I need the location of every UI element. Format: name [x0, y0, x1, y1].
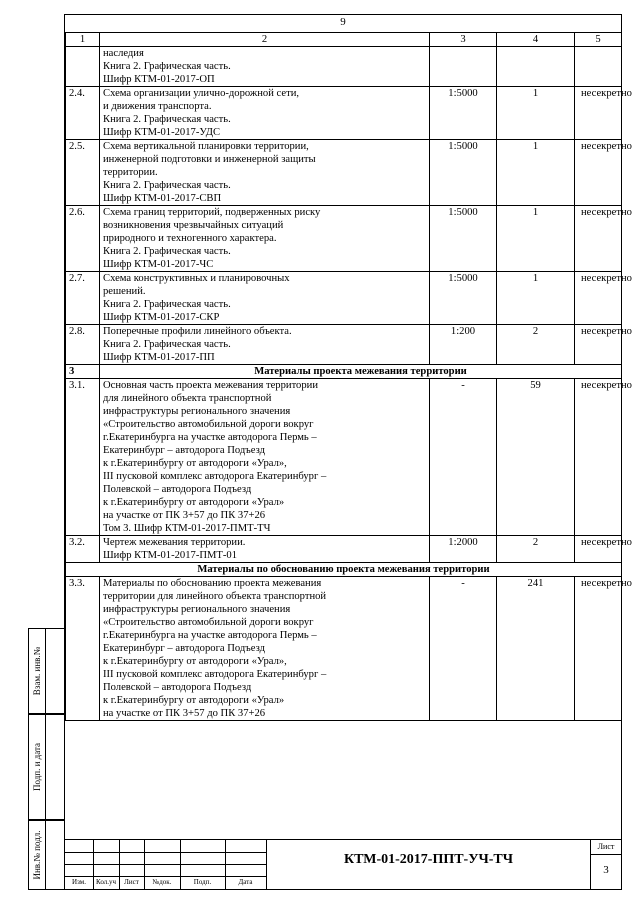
row-scale: 1:5000 [430, 140, 497, 206]
row-scale: - [430, 379, 497, 536]
caption-data: Дата [238, 878, 253, 886]
description-line: Основная часть проекта межевания территории [103, 380, 318, 391]
description-line: Шифр КТМ-01-2017-СКР [103, 312, 220, 323]
row-scale: 1:5000 [430, 87, 497, 140]
header-cell: 3 [430, 33, 497, 47]
description-line: Схема организации улично-дорожной сети, [103, 88, 300, 99]
row-classification: несекретно [575, 87, 622, 140]
row-classification: несекретно [575, 536, 622, 563]
description-line: Шифр КТМ-01-2017-ПМТ-01 [103, 550, 238, 561]
caption-list: Лист [124, 878, 139, 886]
description-line: Шифр КТМ-01-2017-ПП [103, 352, 215, 363]
description-line: для линейного объекта транспортной [103, 393, 272, 404]
row-scale: - [430, 577, 497, 721]
row-number: 2.5. [66, 140, 100, 206]
row-number: 3.3. [66, 577, 100, 721]
description-line: на участке от ПК 3+57 до ПК 37+26 [103, 510, 266, 521]
description-line: Шифр КТМ-01-2017-УДС [103, 127, 221, 138]
row-classification: несекретно [575, 325, 622, 365]
row-scale: 1:2000 [430, 536, 497, 563]
row-scale: 1:5000 [430, 272, 497, 325]
row-sheets: 1 [497, 272, 575, 325]
section-row [66, 563, 622, 577]
description-line: Шифр КТМ-01-2017-ОП [103, 74, 215, 85]
description-line: Екатеринбург – автодорога Подъезд [103, 445, 265, 456]
description-line: Книга 2. Графическая часть. [103, 61, 231, 72]
row-classification: несекретно [575, 206, 622, 272]
row-sheets: 59 [497, 379, 575, 536]
description-line: Том 3. Шифр КТМ-01-2017-ПМТ-ТЧ [103, 523, 271, 534]
table-row [66, 577, 622, 721]
row-description [100, 325, 430, 365]
description-line: Книга 2. Графическая часть. [103, 180, 231, 191]
table-row [66, 536, 622, 563]
caption-izm: Изм. [72, 878, 86, 886]
description-line: Схема границ территорий, подверженных риску [103, 207, 321, 218]
row-sheets [497, 47, 575, 87]
description-line: возникновения чрезвычайных ситуаций [103, 220, 284, 231]
sheet-box [590, 840, 621, 889]
header-cell: 5 [575, 33, 622, 47]
description-line: к г.Екатеринбургу от автодороги «Урал» [103, 695, 285, 706]
table-row [66, 379, 622, 536]
documents-table [65, 32, 632, 721]
caption-ndok: №док. [152, 878, 172, 886]
caption-podp: Подп. [193, 878, 212, 886]
description-line: III пусковой комплекс автодорога Екатеринбург – [103, 669, 327, 680]
row-classification: несекретно [575, 140, 622, 206]
description-line: решений. [103, 286, 146, 297]
header-cell: 2 [100, 33, 430, 47]
row-description [100, 577, 430, 721]
description-line: Екатеринбург – автодорога Подъезд [103, 643, 265, 654]
row-description [100, 47, 430, 87]
description-line: «Строительство автомобильной дороги вокруг [103, 617, 314, 628]
description-line: Поперечные профили линейного объекта. [103, 326, 292, 337]
row-description [100, 379, 430, 536]
description-line: инфраструктуры регионального значения [103, 604, 291, 615]
table-row [66, 140, 622, 206]
title-block [65, 839, 621, 889]
description-line: к г.Екатеринбургу от автодороги «Урал», [103, 458, 287, 469]
caption-kol: Кол.уч [96, 878, 116, 886]
row-sheets: 2 [497, 536, 575, 563]
side-stamp-inv [28, 820, 64, 890]
description-line: Книга 2. Графическая часть. [103, 114, 231, 125]
side-stamp-vzam [28, 628, 64, 714]
document-code: КТМ-01-2017-ППТ-УЧ-ТЧ [343, 852, 514, 867]
description-line: Схема конструктивных и планировочных [103, 273, 290, 284]
description-line: и движения транспорта. [103, 101, 212, 112]
description-line: Книга 2. Графическая часть. [103, 339, 231, 350]
row-scale: 1:200 [430, 325, 497, 365]
description-line: Полевской – автодорога Подъезд [103, 484, 252, 495]
row-number: 2.4. [66, 87, 100, 140]
side-stamp-podp [28, 714, 64, 820]
description-line: Материалы по обоснованию проекта межевания [103, 578, 322, 589]
description-line: территории для линейного объекта транспортной [103, 591, 327, 602]
row-number: 3.2. [66, 536, 100, 563]
row-description [100, 272, 430, 325]
row-classification: несекретно [575, 272, 622, 325]
section-title: Материалы проекта межевания территории [100, 365, 622, 379]
side-label-vzam: Взам. инв.№ [32, 646, 42, 696]
row-classification: несекретно [575, 577, 622, 721]
row-number: 2.8. [66, 325, 100, 365]
row-description [100, 206, 430, 272]
description-line: Книга 2. Графическая часть. [103, 299, 231, 310]
description-line: Чертеж межевания территории. [103, 537, 246, 548]
table-row [66, 272, 622, 325]
description-line: Схема вертикальной планировки территории, [103, 141, 309, 152]
page-number: 9 [340, 16, 346, 28]
description-line: на участке от ПК 3+57 до ПК 37+26 [103, 708, 266, 719]
description-line: Шифр КТМ-01-2017-ЧС [103, 259, 214, 270]
side-label-podp: Подп. и дата [32, 742, 42, 792]
description-line: «Строительство автомобильной дороги вокруг [103, 419, 314, 430]
row-scale: 1:5000 [430, 206, 497, 272]
row-number: 2.6. [66, 206, 100, 272]
row-classification [575, 47, 622, 87]
description-line: Шифр КТМ-01-2017-СВП [103, 193, 222, 204]
table-row [66, 47, 622, 87]
description-line: г.Екатеринбурга на участке автодорога Пермь – [103, 630, 317, 641]
description-line: инженерной подготовки и инженерной защиты [103, 154, 316, 165]
description-line: к г.Екатеринбургу от автодороги «Урал», [103, 656, 287, 667]
table-row [66, 87, 622, 140]
sheet-number: 3 [603, 864, 609, 876]
description-line: природного и техногенного характера. [103, 233, 277, 244]
row-number: 3.1. [66, 379, 100, 536]
row-description [100, 536, 430, 563]
description-line: Книга 2. Графическая часть. [103, 246, 231, 257]
description-line: к г.Екатеринбургу от автодороги «Урал» [103, 497, 285, 508]
description-line: III пусковой комплекс автодорога Екатеринбург – [103, 471, 327, 482]
header-cell: 4 [497, 33, 575, 47]
table-row [66, 325, 622, 365]
header-cell: 1 [66, 33, 100, 47]
description-line: наследия [103, 48, 144, 59]
description-line: территории. [103, 167, 158, 178]
page-frame [64, 14, 632, 890]
description-line: инфраструктуры регионального значения [103, 406, 291, 417]
section-title: Материалы по обоснованию проекта межевания территории [66, 563, 622, 577]
sheet-label: Лист [597, 842, 615, 851]
row-sheets: 1 [497, 140, 575, 206]
row-sheets: 1 [497, 206, 575, 272]
row-sheets: 1 [497, 87, 575, 140]
row-number: 2.7. [66, 272, 100, 325]
table-header-row [66, 33, 622, 47]
table-row [66, 206, 622, 272]
description-line: Полевской – автодорога Подъезд [103, 682, 252, 693]
section-row [66, 365, 622, 379]
row-number [66, 47, 100, 87]
row-description [100, 87, 430, 140]
revision-grid [65, 840, 267, 889]
row-classification: несекретно [575, 379, 622, 536]
row-sheets: 2 [497, 325, 575, 365]
section-number: 3 [66, 365, 100, 379]
description-line: г.Екатеринбурга на участке автодорога Пермь – [103, 432, 317, 443]
row-scale [430, 47, 497, 87]
side-label-inv: Инв.№ подл. [32, 830, 42, 880]
row-sheets: 241 [497, 577, 575, 721]
row-description [100, 140, 430, 206]
